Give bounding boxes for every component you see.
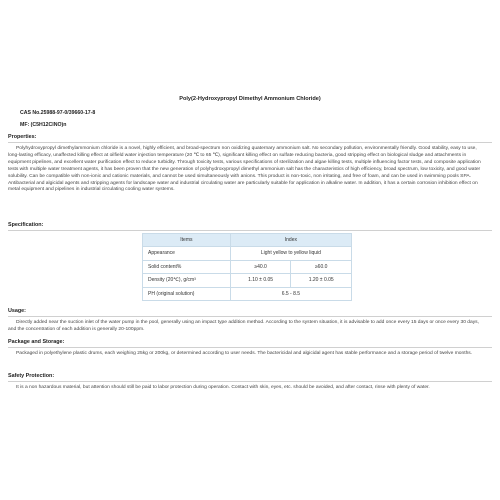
- value-cell: Light yellow to yellow liquid: [230, 247, 351, 261]
- properties-heading: Properties:: [8, 134, 37, 140]
- value-cell: 1.20 ± 0.05: [291, 274, 352, 288]
- table-header-row: [143, 234, 352, 247]
- usage-text: Directly added near the suction inlet of the water pump in the pool, generally using an impact type addition method. According to the system situation, it is advisable to add once every 15 days or once every 30 days, and the concentration of each addition is generally 20-100ppm.: [8, 320, 479, 332]
- table-row: [143, 247, 352, 261]
- table-row: [143, 287, 352, 301]
- specification-divider: [8, 230, 492, 231]
- table-row: [143, 260, 352, 274]
- safety-heading: Safety Protection:: [8, 373, 55, 379]
- cas-number: CAS No.25988-97-0/39660-17-8: [20, 110, 96, 116]
- value-cell: ≥60.0: [291, 260, 352, 274]
- usage-heading: Usage:: [8, 308, 26, 314]
- package-heading: Package and Storage:: [8, 339, 65, 345]
- column-header: Index: [230, 234, 351, 247]
- item-cell: Solid content%: [143, 260, 231, 274]
- package-divider: [8, 347, 492, 348]
- document-title: Poly(2-Hydroxypropyl Dimethyl Ammonium Chloride): [179, 96, 321, 102]
- package-text: Packaged in polyethylene plastic drums, each weighing 25kg or 200kg, or determined according to user needs. The bactericidal and algicidal agent has stable performance and a storage period of twelve months.: [16, 351, 473, 356]
- specification-table: [142, 233, 352, 301]
- column-header: Items: [143, 234, 231, 247]
- usage-divider: [8, 316, 492, 317]
- molecular-formula: MF: (C5H12ClNO)n: [20, 122, 67, 128]
- value-cell: 1.10 ± 0.05: [230, 274, 291, 288]
- specification-heading: Specification:: [8, 222, 44, 228]
- value-cell: ≥40.0: [230, 260, 291, 274]
- properties-divider: [8, 142, 492, 143]
- table-row: [143, 274, 352, 288]
- safety-divider: [8, 381, 492, 382]
- value-cell: 6.5 - 8.5: [230, 287, 351, 301]
- properties-text: Polyhydroxypropyl dimethylammonium chloride is a novel, highly efficient, and broad-spectrum non oxidizing quaternary ammonium salt. No secondary pollution, environmentally friendly. Good stability, easy to use, long-lasting efficacy, unaffected killing effect at oilfield water injection temperature (20 ℃ to 65 ℃), significant killing effect on sulfate reducing bacteria, good stripping effect on biological sludge and attachments in equipment pipelines, and excellent water purification effect to reduce turbidity. Through toxicity tests, various specifications of sterilization and algae killing tests, multiple influencing factor tests, and composite application tests with multiple water treatment agents, it has been proven that the new generation of polyhydroxypropyl dimethyl ammonium salt has the characteristics of high efficiency, broad spectrum, low toxicity, and good water solubility. Can be compatible with non-ionic and cationic materials, and cannot be used simultaneously with anions. This product is non-toxic, non irritating, and free of foam, and can be used in swimming pools SPA. Antibacterial and algicidal agents and stripping agents for landscape water and industrial circulating water are particularly suitable for application in alkaline water. In addition, it has a certain corrosion inhibition effect on metal equipment and pipelines in industrial circulating cooling water systems.: [8, 146, 481, 193]
- safety-text: It is a non hazardous material, but attention should still be paid to labor protection during operation. Contact with skin, eyes, etc. should be avoided, and after contact, rinse with plenty of water.: [16, 385, 430, 390]
- item-cell: PH (original solution): [143, 287, 231, 301]
- item-cell: Density (20℃), g/cm³: [143, 274, 231, 288]
- item-cell: Appearance: [143, 247, 231, 261]
